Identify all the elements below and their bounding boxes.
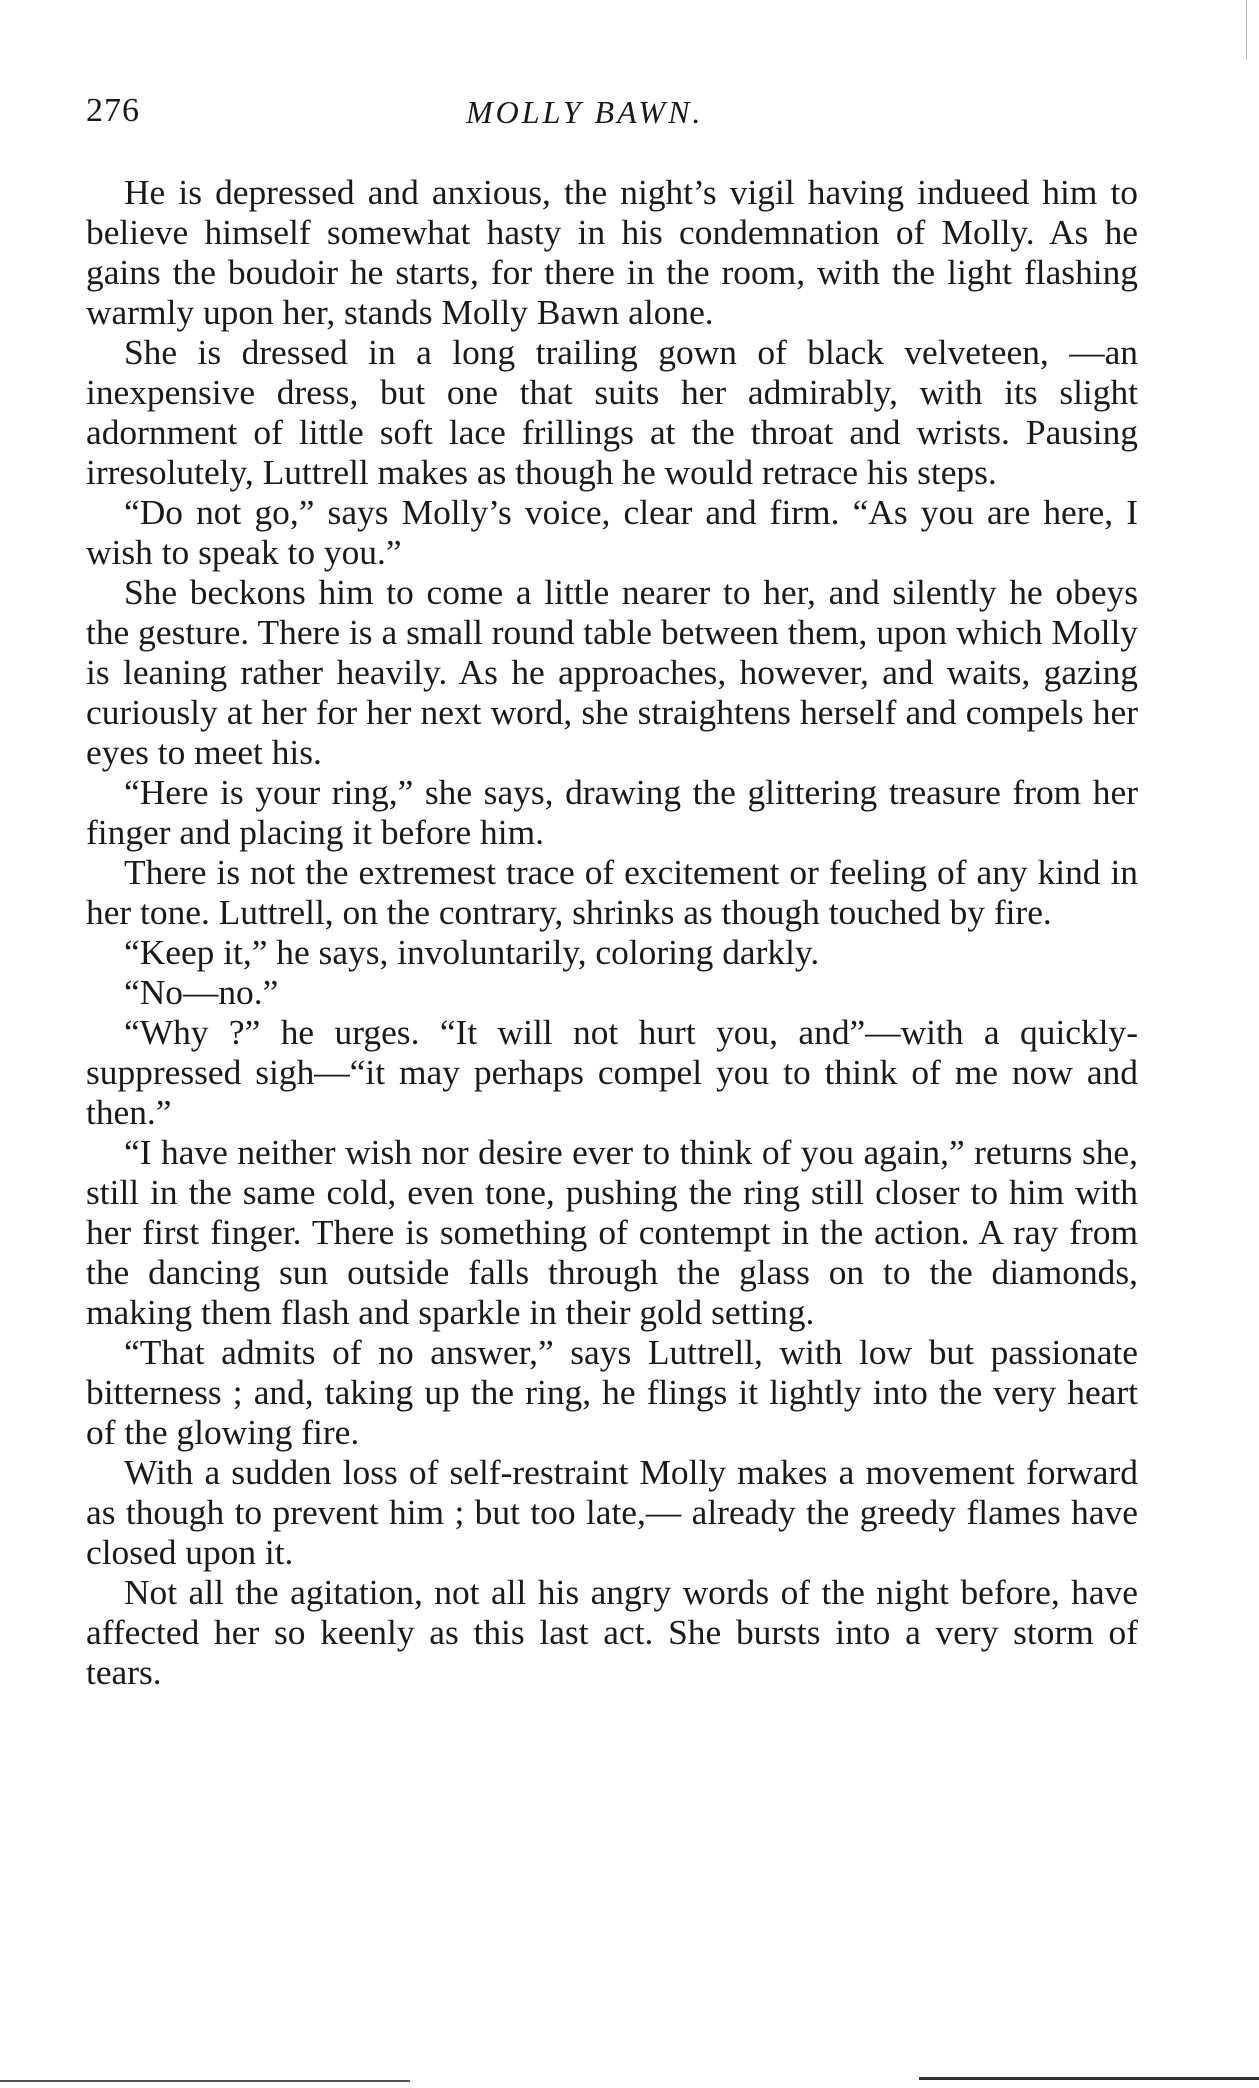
paragraph: She is dressed in a long trailing gown of black velveteen, —an inexpensive dress, but one that suits her admirably, with its slight adornment of little soft lace frillings at the throat and wrists. Pausing irresolutely, Luttrell makes as though he would retrace his steps. [86, 332, 1138, 492]
paragraph: With a sudden loss of self-restraint Molly makes a movement forward as though to prevent him ; but too late,— already the greedy flames have closed upon it. [86, 1452, 1138, 1572]
paragraph: “Keep it,” he says, involuntarily, coloring darkly. [124, 932, 820, 972]
paragraph: “Here is your ring,” she says, drawing the glittering treasure from her finger and placing it before him. [86, 772, 1138, 852]
paragraph: “No—no.” [124, 972, 279, 1012]
bottom-rule-right [919, 2077, 1259, 2080]
page-number: 276 [86, 92, 140, 129]
body-text [86, 172, 1138, 1692]
paragraph: “That admits of no answer,” says Luttrell, with low but passionate bitterness ; and, taking up the ring, he flings it lightly into the very heart of the glowing fire. [86, 1332, 1138, 1452]
paragraph: “Do not go,” says Molly’s voice, clear and firm. “As you are here, I wish to speak to you.” [86, 492, 1138, 572]
paragraph: “Why ?” he urges. “It will not hurt you, and”—with a quickly-suppressed sigh—“it may perhaps compel you to think of me now and then.” [86, 1012, 1138, 1132]
paragraph: She beckons him to come a little nearer to her, and silently he obeys the gesture. There is a small round table between them, upon which Molly is leaning rather heavily. As he approaches, however, and waits, gazing curiously at her for her next word, she straightens herself and compels her eyes to meet his. [86, 572, 1138, 772]
running-head [86, 92, 1146, 142]
page-edge-line [1246, 0, 1247, 60]
paragraph: There is not the extremest trace of excitement or feeling of any kind in her tone. Luttrell, on the contrary, shrinks as though touched by fire. [86, 852, 1138, 932]
paragraph: He is depressed and anxious, the night’s vigil having indueed him to believe himself somewhat hasty in his condemnation of Molly. As he gains the boudoir he starts, for there in the room, with the light flashing warmly upon her, stands Molly Bawn alone. [86, 172, 1138, 332]
bottom-rule-left [0, 2080, 410, 2082]
paragraph: Not all the agitation, not all his angry words of the night before, have affected her so keenly as this last act. She bursts into a very storm of tears. [86, 1572, 1138, 1692]
running-title: MOLLY BAWN. [466, 94, 704, 130]
paragraph: “I have neither wish nor desire ever to think of you again,” returns she, still in the same cold, even tone, pushing the ring still closer to him with her first finger. There is something of contempt in the action. A ray from the dancing sun outside falls through the glass on to the diamonds, making them flash and sparkle in their gold setting. [86, 1132, 1138, 1332]
